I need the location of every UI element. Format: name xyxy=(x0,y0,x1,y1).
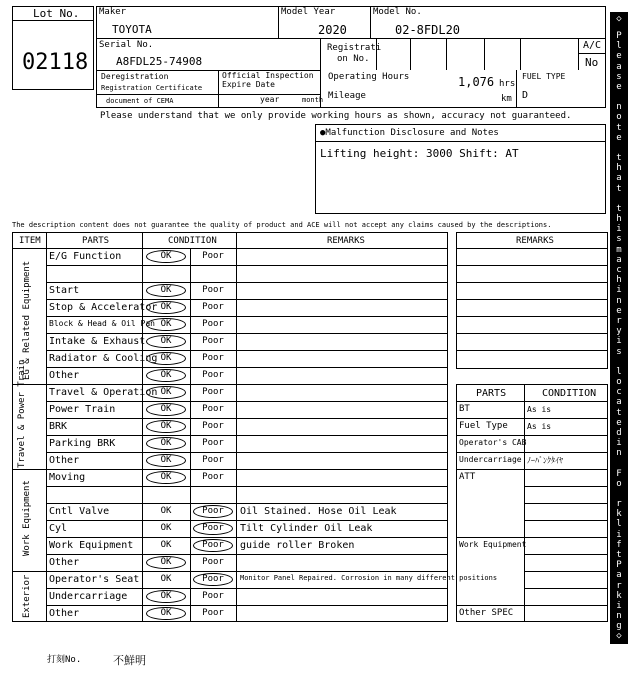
banner-letter: o xyxy=(616,478,622,489)
banner-letter: t xyxy=(616,407,622,418)
operating-hours-value: 1,076 xyxy=(458,75,495,89)
stamp-number-label: 打刻No. xyxy=(47,655,82,665)
condition-poor-option: Poor xyxy=(202,557,224,567)
banner-letter: f xyxy=(616,539,622,550)
banner-letter: h xyxy=(616,275,622,286)
banner-letter: a xyxy=(616,173,622,184)
banner-letter: h xyxy=(616,163,622,174)
banner-letter: r xyxy=(616,580,622,591)
group-label-work: Work Equipment xyxy=(22,480,32,556)
condition-poor-option: Poor xyxy=(193,539,233,552)
condition-poor-option: Poor xyxy=(202,251,224,261)
working-hours-note: Please understand that we only provide working hours as shown, accuracy not guaranteed. xyxy=(100,111,572,121)
part-label: Other xyxy=(49,608,80,619)
condition-ok-option: OK xyxy=(160,540,172,550)
banner-letter: l xyxy=(616,519,622,530)
part-label: Stop & Accelerator xyxy=(49,302,158,313)
right-condition-value: As is xyxy=(527,405,552,414)
deregistration-label: Deregistration xyxy=(101,72,169,81)
condition-ok-option: OK xyxy=(146,454,186,467)
banner-letter: a xyxy=(616,397,622,408)
banner-letter: i xyxy=(616,336,622,347)
part-label: Radiator & Cooling xyxy=(49,353,158,364)
banner-letter: n xyxy=(616,102,622,113)
condition-poor-option: Poor xyxy=(193,573,233,586)
model-no-value: 02-8FDL20 xyxy=(395,23,461,37)
group-label-exterior: Exterior xyxy=(22,574,32,618)
registration-label-2: on No. xyxy=(337,54,370,64)
banner-letter: F xyxy=(616,468,622,479)
remark-text: guide roller Broken xyxy=(240,540,355,551)
hrs-label: hrs xyxy=(499,79,516,89)
banner-letter: k xyxy=(616,509,622,520)
serial-no-label: Serial No. xyxy=(99,40,154,50)
banner-letter: h xyxy=(616,214,622,224)
banner-letter: i xyxy=(616,285,622,296)
banner-letter: o xyxy=(616,377,622,387)
banner-letter: e xyxy=(616,305,622,316)
maker-label: Maker xyxy=(99,7,127,17)
condition-ok-option: OK xyxy=(160,506,172,516)
lot-number-value: 02118 xyxy=(22,50,89,75)
condition-ok-option: OK xyxy=(146,250,186,263)
banner-letter: e xyxy=(616,132,622,143)
remark-text: Oil Stained. Hose Oil Leak xyxy=(240,506,397,517)
banner-letter: o xyxy=(616,112,622,123)
year-label: year xyxy=(260,95,280,104)
banner-letter: l xyxy=(616,366,622,377)
part-label: Other xyxy=(49,370,80,381)
banner-letter: i xyxy=(616,224,622,235)
banner-letter: e xyxy=(616,82,622,92)
right-part-label: Operator's CAB xyxy=(459,438,527,447)
condition-ok-option: OK xyxy=(146,369,186,382)
part-label: Start xyxy=(49,285,80,296)
right-condition-value: ﾉｰﾊﾞﾝｸﾀｲﾔ xyxy=(527,456,563,465)
stamp-number-value: 不鮮明 xyxy=(113,654,146,667)
part-label: Cntl Valve xyxy=(49,506,110,517)
part-label: BRK xyxy=(49,421,68,432)
banner-letter: d xyxy=(616,428,622,438)
maker-value: TOYOTA xyxy=(112,23,152,36)
fuel-type-label: FUEL TYPE xyxy=(522,72,566,81)
banner-letter: s xyxy=(616,346,622,357)
banner-letter: i xyxy=(616,601,622,611)
col-condition-header: CONDITION xyxy=(168,236,217,246)
condition-poor-option: Poor xyxy=(202,455,224,465)
banner-letter: a xyxy=(616,61,622,72)
banner-start-diamond: ◇ xyxy=(616,14,622,24)
right-part-label: ATT xyxy=(459,472,476,482)
banner-letter: c xyxy=(616,387,622,398)
remark-text: Tilt Cylinder Oil Leak xyxy=(240,523,373,534)
right-part-label: Fuel Type xyxy=(459,421,508,431)
right-part-label: Work Equipment xyxy=(459,540,527,549)
right-part-label: Other SPEC xyxy=(459,608,514,618)
condition-poor-option: Poor xyxy=(202,608,224,618)
disclaimer-text: The description content does not guarantee the quality of product and ACE will not accept any claims caused by the descriptions. xyxy=(12,221,552,229)
condition-ok-option: OK xyxy=(160,523,172,533)
banner-letter: y xyxy=(616,326,622,337)
group-label-travel: Travel & Power Train xyxy=(17,359,27,468)
banner-letter: a xyxy=(616,570,622,581)
condition-poor-option: Poor xyxy=(202,302,224,312)
condition-ok-option: OK xyxy=(146,437,186,450)
banner-letter: r xyxy=(616,499,622,509)
ac-label: A/C xyxy=(583,40,602,51)
banner-letter: i xyxy=(616,438,622,449)
part-label: Other xyxy=(49,557,80,568)
banner-letter: s xyxy=(616,71,622,82)
operating-hours-label: Operating Hours xyxy=(328,72,410,82)
condition-ok-option: OK xyxy=(146,386,186,399)
banner-letter: t xyxy=(616,203,622,214)
part-label: Cyl xyxy=(49,523,68,534)
condition-ok-option: OK xyxy=(146,335,186,348)
condition-ok-option: OK xyxy=(146,590,186,603)
right-parts-header: PARTS xyxy=(476,388,507,399)
part-label: Parking BRK xyxy=(49,438,116,449)
banner-letter: m xyxy=(616,244,622,255)
condition-poor-option: Poor xyxy=(193,505,233,518)
banner-letter: t xyxy=(616,153,622,163)
condition-poor-option: Poor xyxy=(202,421,224,431)
mileage-label: Mileage xyxy=(328,91,366,101)
banner-letter: l xyxy=(616,41,622,52)
col-item-header: ITEM xyxy=(19,236,41,246)
registration-certificate-label: Registration Certificate xyxy=(101,84,203,92)
right-condition-header: CONDITION xyxy=(542,388,597,399)
banner-letter: r xyxy=(616,316,622,326)
condition-ok-option: OK xyxy=(146,471,186,484)
banner-letter: P xyxy=(616,31,622,41)
part-label: Undercarriage xyxy=(49,591,128,602)
km-label: km xyxy=(501,94,512,104)
model-year-value: 2020 xyxy=(318,23,347,37)
condition-ok-option: OK xyxy=(146,420,186,433)
right-remarks-box xyxy=(456,232,608,369)
condition-poor-option: Poor xyxy=(202,438,224,448)
model-year-label: Model Year xyxy=(281,7,336,17)
banner-letter: i xyxy=(616,529,622,540)
condition-ok-option: OK xyxy=(146,318,186,331)
right-part-label: BT xyxy=(459,404,470,414)
fuel-type-value: D xyxy=(522,90,529,101)
cema-document-label: document of CEMA xyxy=(106,97,174,105)
condition-ok-option: OK xyxy=(146,607,186,620)
part-label: Other xyxy=(49,455,80,466)
col-remarks-header: REMARKS xyxy=(327,236,365,246)
condition-poor-option: Poor xyxy=(202,591,224,601)
condition-ok-option: OK xyxy=(146,403,186,416)
condition-ok-option: OK xyxy=(146,301,186,314)
part-label: Operator's Seat xyxy=(49,574,140,585)
banner-letter: c xyxy=(616,265,622,275)
group-label-eg: EG & Related Equipment xyxy=(22,260,32,380)
banner-letter: n xyxy=(616,295,622,306)
banner-letter: t xyxy=(616,550,622,560)
banner-letter: t xyxy=(616,183,622,194)
condition-poor-option: Poor xyxy=(202,370,224,380)
condition-poor-option: Poor xyxy=(193,522,233,535)
ac-value: No xyxy=(585,56,599,69)
condition-poor-option: Poor xyxy=(202,353,224,363)
condition-poor-option: Poor xyxy=(202,472,224,482)
banner-letter: a xyxy=(616,254,622,265)
banner-letter: e xyxy=(616,417,622,428)
banner-letter: t xyxy=(616,122,622,133)
lot-number-label: Lot No. xyxy=(33,7,80,20)
condition-ok-option: OK xyxy=(146,556,186,569)
model-no-label: Model No. xyxy=(373,7,422,17)
malfunction-text: Lifting height: 3000 Shift: AT xyxy=(320,147,519,160)
condition-ok-option: OK xyxy=(146,352,186,365)
banner-letter: n xyxy=(616,448,622,459)
part-label: Intake & Exhaust xyxy=(49,336,146,347)
banner-letter: P xyxy=(616,560,622,571)
condition-ok-option: OK xyxy=(146,284,186,297)
serial-no-value: A8FDL25-74908 xyxy=(116,55,203,68)
right-condition-value: As is xyxy=(527,422,552,431)
banner-letter: g xyxy=(616,621,622,632)
right-part-label: Undercarriage xyxy=(459,455,522,464)
condition-ok-option: OK xyxy=(160,574,172,584)
part-label: Travel & Operation xyxy=(49,387,158,398)
month-label: month xyxy=(302,96,324,104)
condition-poor-option: Poor xyxy=(202,285,224,295)
right-remarks-header: REMARKS xyxy=(516,236,554,246)
registration-label-1: Registrati xyxy=(327,43,382,53)
part-label: Moving xyxy=(49,472,86,483)
part-label: Power Train xyxy=(49,404,116,415)
banner-letter: e xyxy=(616,51,622,62)
condition-poor-option: Poor xyxy=(202,336,224,346)
part-label: Block & Head & Oil Pan xyxy=(49,319,155,328)
condition-poor-option: Poor xyxy=(202,404,224,414)
expire-date-label: Expire Date xyxy=(222,80,275,89)
side-notice-banner xyxy=(610,12,628,644)
condition-poor-option: Poor xyxy=(202,387,224,397)
official-inspection-label: Official Inspection xyxy=(222,71,314,80)
part-label: E/G Function xyxy=(49,251,122,262)
banner-letter: s xyxy=(616,234,622,245)
banner-letter: k xyxy=(616,590,622,601)
col-parts-header: PARTS xyxy=(82,236,110,246)
remark-text: Monitor Panel Repaired. Corrosion in many different positions xyxy=(240,574,498,582)
banner-end-diamond: ◇ xyxy=(616,631,622,641)
condition-poor-option: Poor xyxy=(202,319,224,329)
part-label: Work Equipment xyxy=(49,540,134,551)
malfunction-title: ●Malfunction Disclosure and Notes xyxy=(320,128,499,138)
banner-letter: n xyxy=(616,611,622,622)
